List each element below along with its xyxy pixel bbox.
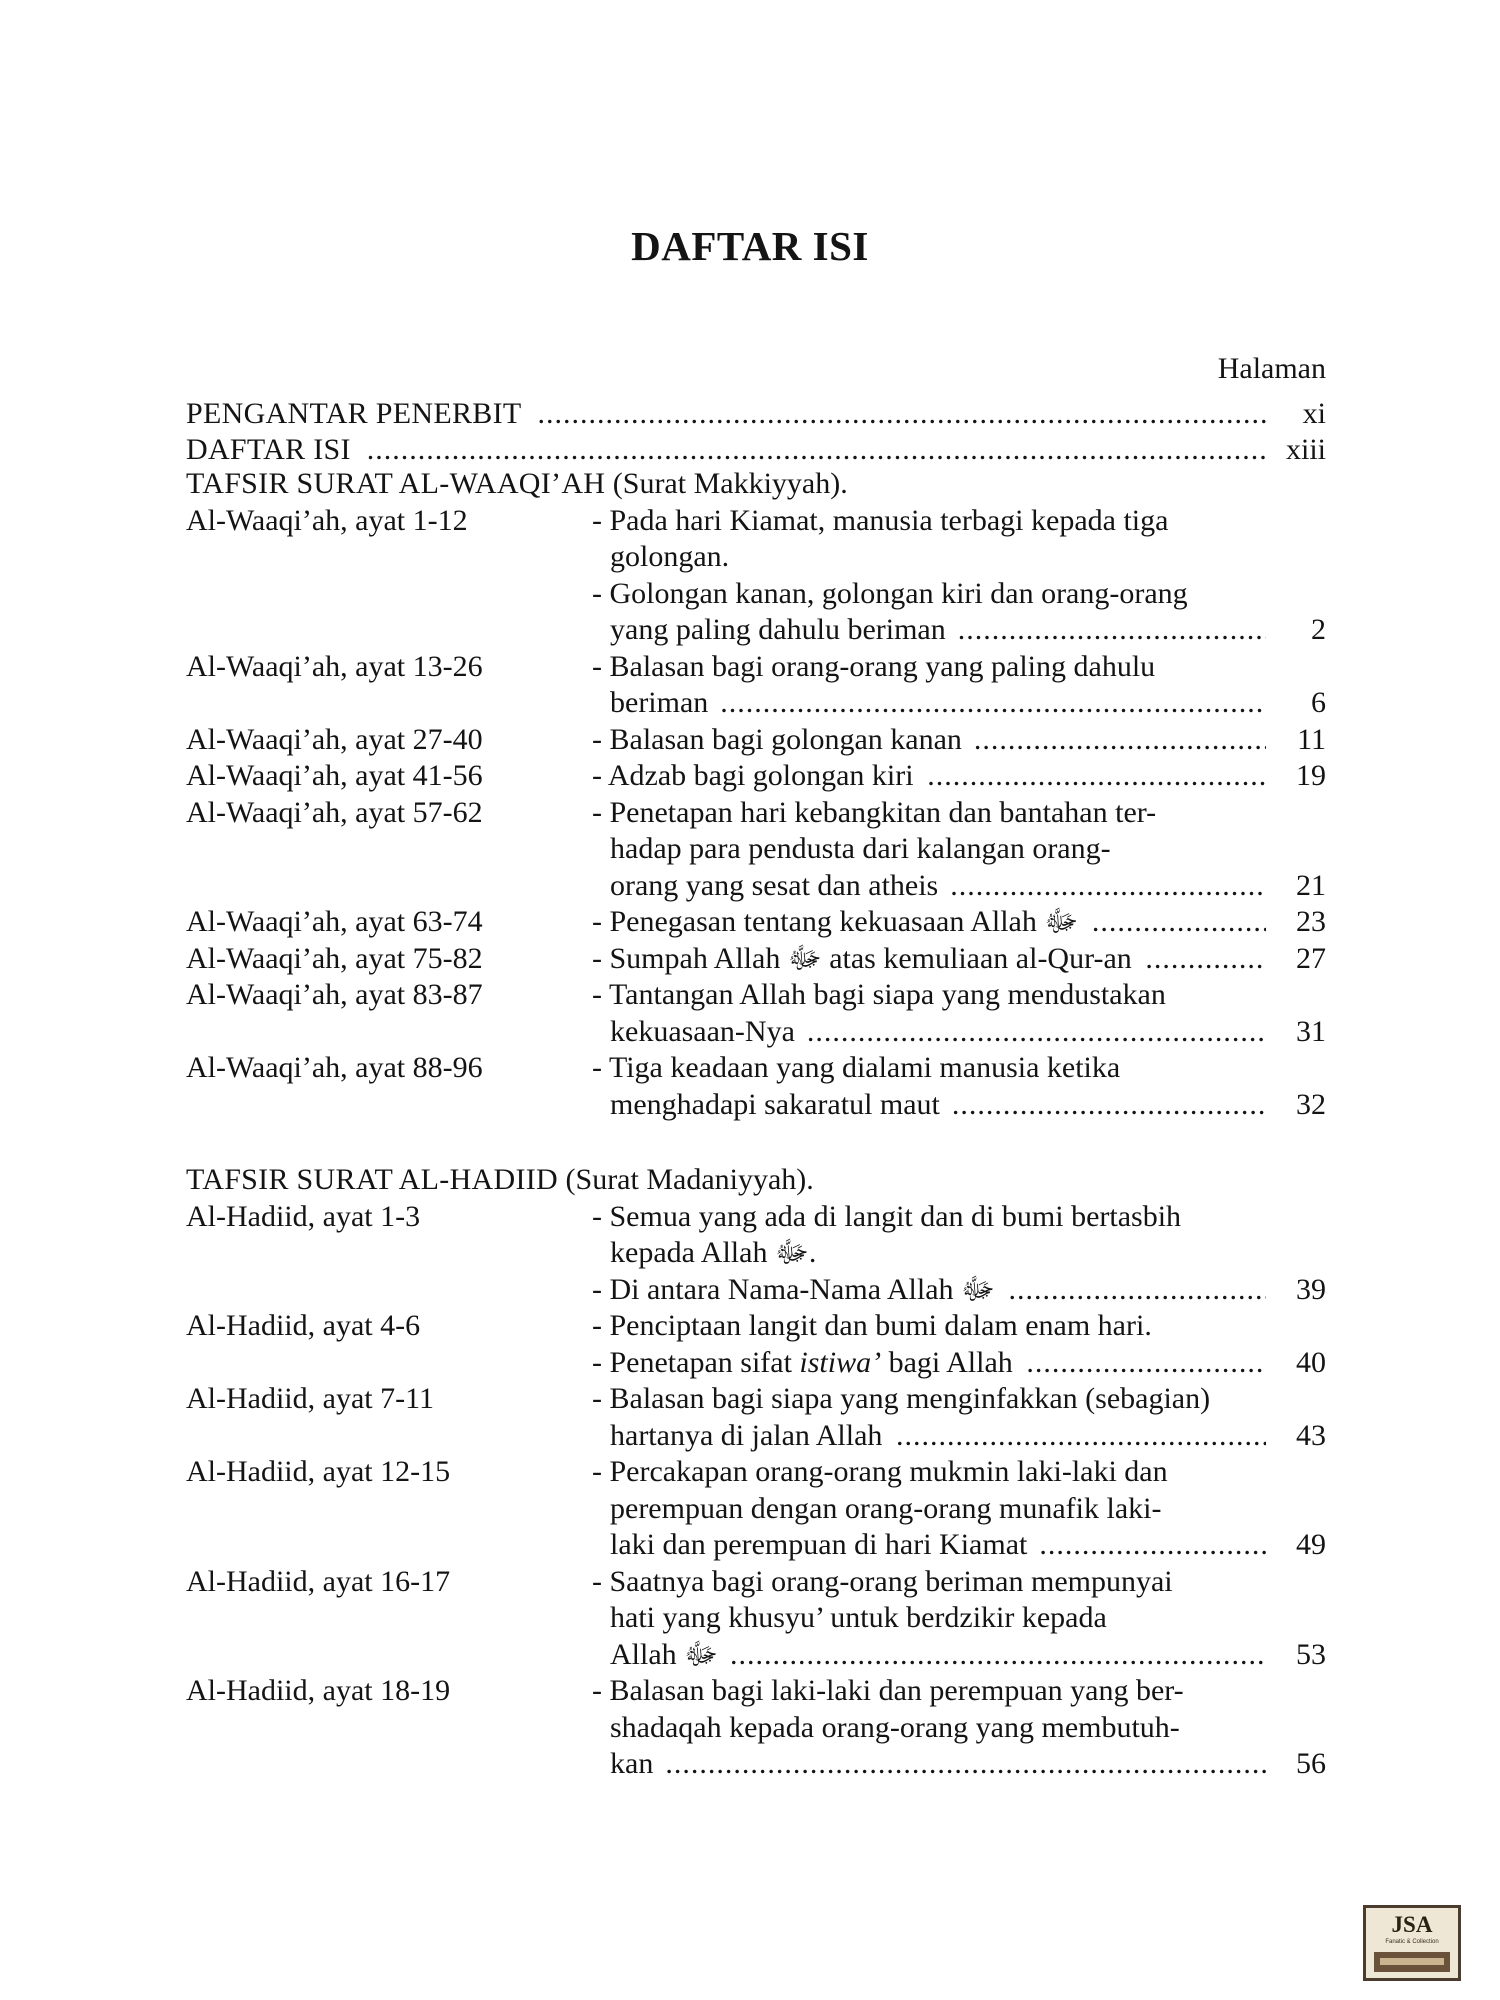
toc-entry-text: shadaqah kepada orang-orang yang membutuh- — [610, 1711, 1180, 1744]
toc-entry-line[interactable] — [186, 539, 1326, 575]
toc-entry-text: - Penetapan hari kebangkitan dan bantahan ter- — [592, 796, 1157, 829]
toc-entry-reference: Al-Waaqi’ah, ayat 83-87 — [186, 978, 483, 1011]
toc-entry-line[interactable] — [186, 1014, 1326, 1050]
toc-entry-line[interactable] — [186, 1673, 1326, 1709]
section-note: (Surat Madaniyyah). — [558, 1163, 814, 1196]
toc-entry-text: - Penciptaan langit dan bumi dalam enam hari. — [592, 1309, 1152, 1342]
leader-dots — [1039, 1527, 1266, 1563]
leader-dots — [927, 758, 1266, 794]
toc-entry-reference: Al-Waaqi’ah, ayat 41-56 — [186, 759, 483, 792]
toc-page-number: 39 — [1296, 1273, 1326, 1306]
leader-dots — [1145, 941, 1266, 977]
logo-subtitle: Fanatic & Collection — [1385, 1939, 1439, 1945]
toc-front-row[interactable] — [186, 396, 1326, 432]
leader-dots — [958, 612, 1266, 648]
toc-entry-line[interactable] — [186, 1564, 1326, 1600]
toc-entry-text: - Tiga keadaan yang dialami manusia ketika — [592, 1051, 1121, 1084]
toc-page-number: 43 — [1296, 1419, 1326, 1452]
toc-entry-line[interactable] — [186, 868, 1326, 904]
toc-entry-text: - Balasan bagi laki-laki dan perempuan yang ber- — [592, 1674, 1184, 1707]
toc-front-label: DAFTAR ISI — [186, 433, 351, 466]
toc-entry-text: - Golongan kanan, golongan kiri dan orang-orang — [592, 577, 1188, 610]
toc-entry-line[interactable] — [186, 1345, 1326, 1381]
toc-front-row[interactable] — [186, 432, 1326, 468]
toc-page-number: 32 — [1296, 1088, 1326, 1121]
logo-text: JSA — [1391, 1912, 1433, 1937]
toc-page-number: 53 — [1296, 1638, 1326, 1671]
leader-dots — [665, 1746, 1266, 1782]
toc-entry-line[interactable] — [186, 1199, 1326, 1235]
toc-entry-text: - Penegasan tentang kekuasaan Allah ﷻ — [592, 905, 1079, 938]
toc-entry-text: - Penetapan sifat istiwa’ bagi Allah — [592, 1346, 1013, 1379]
toc-entry-text: - Tantangan Allah bagi siapa yang mendustakan — [592, 978, 1166, 1011]
toc-entry-line[interactable] — [186, 795, 1326, 831]
toc-entry-line[interactable] — [186, 1637, 1326, 1673]
leader-dots — [1092, 904, 1266, 940]
toc-entry-reference: Al-Hadiid, ayat 12-15 — [186, 1455, 451, 1488]
leader-dots — [1009, 1272, 1266, 1308]
leader-dots — [952, 1087, 1266, 1123]
toc-entry-text: hartanya di jalan Allah — [610, 1419, 883, 1452]
toc-entry-line[interactable] — [186, 758, 1326, 794]
toc-entry-reference: Al-Waaqi’ah, ayat 57-62 — [186, 796, 483, 829]
toc-entry-reference: Al-Hadiid, ayat 1-3 — [186, 1200, 421, 1233]
toc-front-label: PENGANTAR PENERBIT — [186, 397, 522, 430]
toc-section-heading — [186, 466, 848, 502]
toc-entry-line[interactable] — [186, 1381, 1326, 1417]
toc-entry-line[interactable] — [186, 612, 1326, 648]
toc-page-number: 19 — [1296, 759, 1326, 792]
toc-entry-reference: Al-Waaqi’ah, ayat 13-26 — [186, 650, 483, 683]
toc-page-number: 27 — [1296, 942, 1326, 975]
toc-entry-text: - Semua yang ada di langit dan di bumi bertasbih — [592, 1200, 1182, 1233]
toc-entry-text: - Saatnya bagi orang-orang beriman mempunyai — [592, 1565, 1173, 1598]
toc-entry-text: kepada Allah ﷻ. — [610, 1236, 817, 1269]
toc-entry-reference: Al-Waaqi’ah, ayat 1-12 — [186, 504, 468, 537]
section-title: TAFSIR SURAT AL-WAAQI’AH — [186, 467, 606, 500]
toc-page-number: xiii — [1285, 433, 1326, 466]
logo-book-page — [1380, 1958, 1444, 1965]
toc-entry-line[interactable] — [186, 1087, 1326, 1123]
toc-entry-text: - Balasan bagi orang-orang yang paling dahulu — [592, 650, 1156, 683]
toc-section-heading — [186, 1162, 814, 1198]
leader-dots — [367, 432, 1266, 468]
toc-entry-reference: Al-Waaqi’ah, ayat 75-82 — [186, 942, 483, 975]
toc-entry-text: orang yang sesat dan atheis — [610, 869, 939, 902]
leader-dots — [807, 1014, 1266, 1050]
toc-entry-text: Allah ﷻ — [610, 1638, 719, 1671]
toc-entry-text: hati yang khusyu’ untuk berdzikir kepada — [610, 1601, 1107, 1634]
toc-entry-line[interactable] — [186, 831, 1326, 867]
toc-entry-text: - Percakapan orang-orang mukmin laki-laki dan — [592, 1455, 1168, 1488]
toc-entry-reference: Al-Hadiid, ayat 7-11 — [186, 1382, 434, 1415]
toc-entry-reference: Al-Hadiid, ayat 16-17 — [186, 1565, 451, 1598]
toc-entry-text: - Di antara Nama-Nama Allah ﷻ — [592, 1273, 995, 1306]
leader-dots — [950, 868, 1266, 904]
toc-entry-line[interactable] — [186, 685, 1326, 721]
leader-dots — [720, 685, 1266, 721]
leader-dots — [538, 396, 1266, 432]
toc-entry-text: hadap para pendusta dari kalangan orang- — [610, 832, 1111, 865]
toc-entry-line[interactable] — [186, 1710, 1326, 1746]
toc-entry-line[interactable] — [186, 1454, 1326, 1490]
toc-entry-text: - Adzab bagi golongan kiri — [592, 759, 914, 792]
toc-entry-line[interactable] — [186, 941, 1326, 977]
leader-dots — [974, 722, 1266, 758]
page-title: DAFTAR ISI — [631, 223, 869, 269]
toc-entry-text: golongan. — [610, 540, 730, 573]
toc-entry-line[interactable] — [186, 722, 1326, 758]
toc-entry-text: menghadapi sakaratul maut — [610, 1088, 940, 1121]
toc-entry-reference: Al-Waaqi’ah, ayat 88-96 — [186, 1051, 483, 1084]
toc-entry-line[interactable] — [186, 503, 1326, 539]
toc-entry-text: - Sumpah Allah ﷻ atas kemuliaan al-Qur-an — [592, 942, 1132, 975]
toc-page-number: 2 — [1311, 613, 1326, 646]
toc-entry-line[interactable] — [186, 1746, 1326, 1782]
toc-entry-reference: Al-Waaqi’ah, ayat 27-40 — [186, 723, 483, 756]
toc-entry-line[interactable] — [186, 1418, 1326, 1454]
leader-dots — [1026, 1345, 1266, 1381]
toc-entry-text: kekuasaan-Nya — [610, 1015, 795, 1048]
publisher-logo — [1363, 1905, 1461, 1981]
section-note: (Surat Makkiyyah). — [605, 467, 848, 500]
toc-entry-line[interactable] — [186, 1600, 1326, 1636]
toc-entry-line[interactable] — [186, 1527, 1326, 1563]
toc-page-number: 56 — [1296, 1747, 1326, 1780]
toc-entry-line[interactable] — [186, 1272, 1326, 1308]
toc-entry-line[interactable] — [186, 1050, 1326, 1086]
toc-page-number: 21 — [1296, 869, 1326, 902]
toc-entry-line[interactable] — [186, 977, 1326, 1013]
toc-entry-line[interactable] — [186, 904, 1326, 940]
toc-page-number: 11 — [1297, 723, 1326, 756]
toc-page-number: xi — [1302, 397, 1326, 430]
leader-dots — [730, 1637, 1266, 1673]
toc-entry-line[interactable] — [186, 576, 1326, 612]
toc-page-number: 23 — [1296, 905, 1326, 938]
toc-entry-text: - Balasan bagi siapa yang menginfakkan (sebagian) — [592, 1382, 1211, 1415]
toc-entry-line[interactable] — [186, 649, 1326, 685]
toc-page-number: 31 — [1296, 1015, 1326, 1048]
toc-entry-line[interactable] — [186, 1308, 1326, 1344]
toc-entry-text: kan — [610, 1747, 654, 1780]
toc-entry-reference: Al-Hadiid, ayat 4-6 — [186, 1309, 421, 1342]
toc-entry-text: yang paling dahulu beriman — [610, 613, 946, 646]
page-column-header: Halaman — [1217, 352, 1326, 385]
toc-page-number: 6 — [1311, 686, 1326, 719]
leader-dots — [896, 1418, 1266, 1454]
toc-entry-text: - Pada hari Kiamat, manusia terbagi kepada tiga — [592, 504, 1169, 537]
toc-entry-text: beriman — [610, 686, 709, 719]
toc-entry-text: perempuan dengan orang-orang munafik laki- — [610, 1492, 1162, 1525]
toc-entry-reference: Al-Hadiid, ayat 18-19 — [186, 1674, 451, 1707]
toc-page-number: 49 — [1296, 1528, 1326, 1561]
toc-page-number: 40 — [1296, 1346, 1326, 1379]
section-title: TAFSIR SURAT AL-HADIID — [186, 1163, 559, 1196]
toc-entry-text: laki dan perempuan di hari Kiamat — [610, 1528, 1028, 1561]
toc-entry-reference: Al-Waaqi’ah, ayat 63-74 — [186, 905, 483, 938]
italic-term: istiwa’ — [799, 1346, 882, 1379]
toc-entry-line[interactable] — [186, 1491, 1326, 1527]
toc-entry-line[interactable] — [186, 1235, 1326, 1271]
toc-entry-text: - Balasan bagi golongan kanan — [592, 723, 962, 756]
